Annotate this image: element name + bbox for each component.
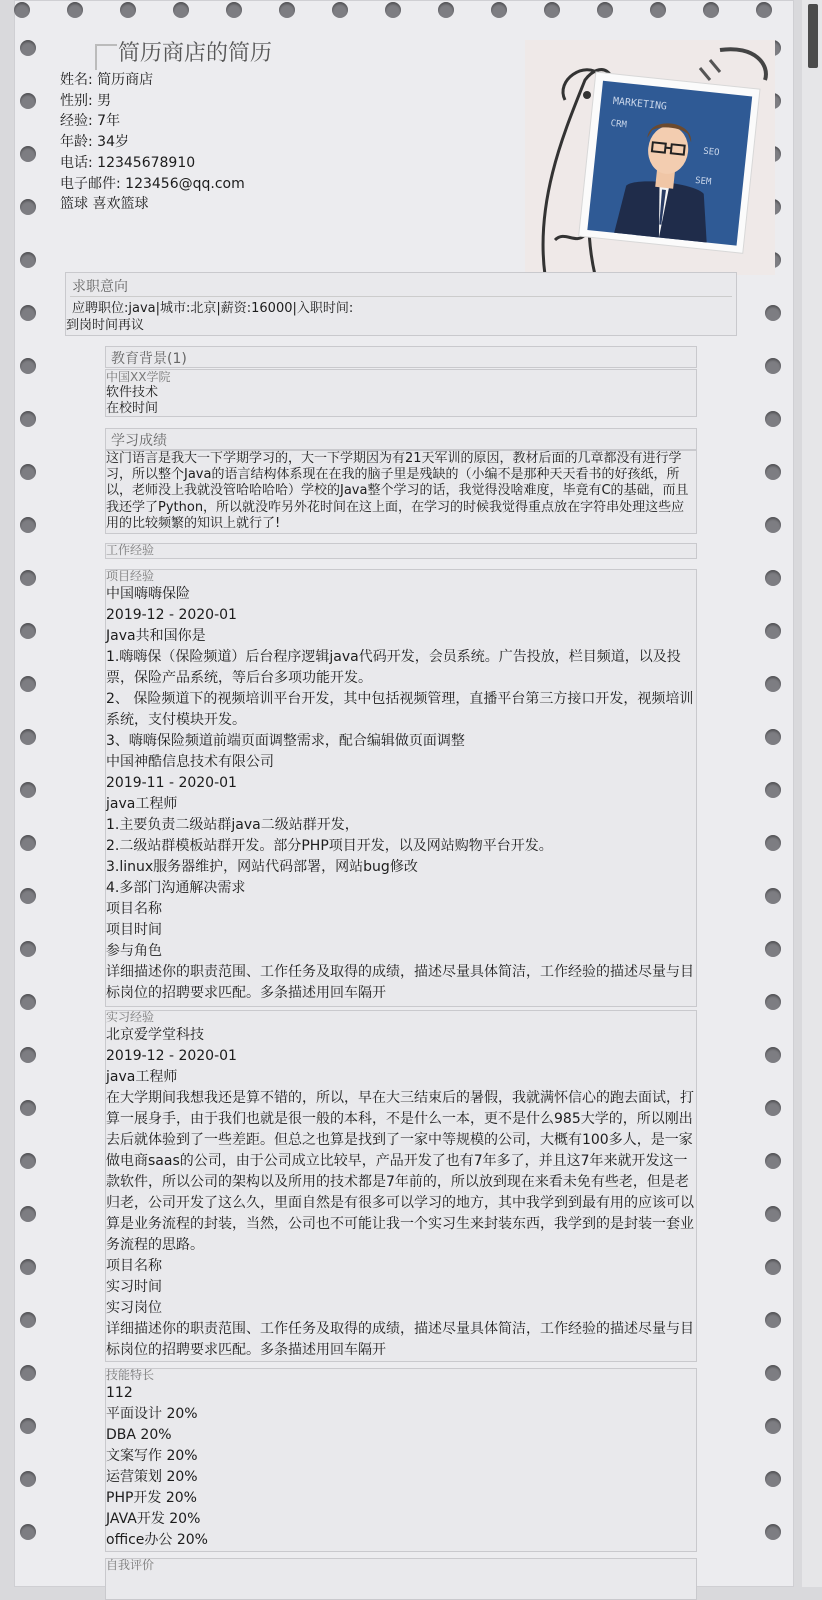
skill-line: 112 [106,1385,133,1401]
project-content [106,584,698,1004]
project-line: 参与角色 [106,943,162,959]
job-intent-line1: 应聘职位:java|城市:北京|薪资:16000|入职时间: [72,301,354,316]
education-time: 在校时间 [106,401,159,416]
internship-line: 详细描述你的职责范围、工作任务及取得的成绩，描述尽量具体简洁，工作经验的描述尽量与目标岗位的招聘要求匹配。多条描述用回车隔开 [106,1321,694,1358]
job-intent-line2: 到岗时间再议 [66,318,145,333]
skill-line: 平面设计 20% [106,1406,198,1422]
project-line: 项目名称 [106,901,162,917]
project-line: 2、 保险频道下的视频培训平台开发，其中包括视频管理，直播平台第三方接口开发，视频培训系统，支付模块开发。 [106,691,694,728]
work-title: 工作经验 [106,543,155,557]
internship-content [106,1025,698,1361]
svg-text:CRM: CRM [610,118,628,131]
internship-line: 实习岗位 [106,1300,162,1316]
internship-section [105,1010,697,1362]
project-line: 中国神酷信息技术有限公司 [106,754,274,770]
project-line: 1.嗨嗨保（保险频道）后台程序逻辑java代码开发，会员系统。广告投放，栏目频道，以及投票，保险产品系统，等后台多项功能开发。 [106,649,681,686]
internship-line: 项目名称 [106,1258,162,1274]
education-section [105,369,697,417]
job-intent-section [65,272,737,336]
scrollbar-thumb[interactable] [808,4,818,68]
project-line: 2.二级站群模板站群开发。部分PHP项目开发，以及网站购物平台开发。 [106,838,553,854]
study-title: 学习成绩 [111,433,167,449]
self-eval-title: 自我评价 [106,1558,155,1572]
skill-line: office办公 20% [106,1532,208,1548]
internship-line: 在大学期间我想我还是算不错的，所以，早在大三结束后的暑假，我就满怀信心的跑去面试，打算一展身手，由于我们也就是很一般的本科，不是什么一本，更不是什么985大学的，所以刚出去后就体验到了一些差距。但总之也算是找到了一家中等规模的公司，大概有100多人，是一家做电商saas的公司，由于公司成立比较早，产品开发了也有7年多了，并且这7年来就开发这一款软件，所以公司的架构以及所用的技术都是7年前的，所以放到现在来看未免有些老，但是老归老，公司开发了这么久，里面自然是有很多可以学习的地方，其中我学到到最有用的应该可以算是业务流程的封装，当然，公司也不可能让我一个实习生来封装东西，我学到的是封装一套业务流程的思路。 [106,1090,694,1253]
job-intent-title: 求职意向 [72,279,128,295]
project-line: java工程师 [106,796,178,812]
project-line: 项目时间 [106,922,162,938]
skill-line: JAVA开发 20% [106,1511,201,1527]
study-section [105,450,697,534]
work-section [105,543,697,559]
project-line: 详细描述你的职责范围、工作任务及取得的成绩，描述尽量具体简洁，工作经验的描述尽量与目标岗位的招聘要求匹配。多条描述用回车隔开 [106,964,694,1001]
skill-line: 运营策划 20% [106,1469,198,1485]
internship-line: 2019-12 - 2020-01 [106,1048,237,1064]
project-line: 2019-12 - 2020-01 [106,607,237,623]
info-name: 姓名: 简历商店 [60,72,154,88]
avatar [525,40,775,275]
project-line: 1.主要负责二级站群java二级站群开发， [106,817,359,833]
project-line: 3.linux服务器维护，网站代码部署，网站bug修改 [106,859,418,875]
project-line: 3、嗨嗨保险频道前端页面调整需求，配合编辑做页面调整 [106,733,465,749]
project-section [105,569,697,1007]
top-binding-holes [0,0,822,20]
info-experience: 经验: 7年 [60,113,121,130]
scrollbar[interactable] [802,0,822,1587]
self-eval-section [105,1558,697,1600]
study-text: 这门语言是我大一下学期学习的，大一下学期因为有21天军训的原因，教材后面的几章都没有进行学习，所以整个Java的语言结构体系现在在我的脑子里是残缺的（小编不是那种天天看书的好孩纸，所以，老师没上我就没管哈哈哈哈）学校的Java整个学习的话，我觉得没啥难度，毕竟有C的基础，而且我还学了Python，所以就没咋另外花时间在这上面，在学习的时候我觉得重点放在字符串处理这些应用的比较频繁的知识上就行了! [106,451,689,531]
education-header [105,346,697,368]
svg-text:MARKETING: MARKETING [612,95,668,113]
education-major: 软件技术 [106,385,159,400]
page-title: 简历商店的简历 [118,41,273,66]
project-title: 项目经验 [106,569,155,583]
info-phone: 电话: 12345678910 [60,154,196,171]
project-line: 4.多部门沟通解决需求 [106,880,246,896]
skill-line: PHP开发 20% [106,1490,197,1506]
study-header [105,428,697,450]
education-title: 教育背景(1) [111,351,187,367]
skill-line: 文案写作 20% [106,1448,198,1464]
skills-title: 技能特长 [106,1368,155,1382]
internship-line: 北京爱学堂科技 [106,1027,204,1043]
internship-line: java工程师 [106,1069,178,1085]
svg-text:SEM: SEM [694,175,712,188]
project-line: 2019-11 - 2020-01 [106,775,237,791]
title-bracket-decoration [95,44,117,70]
skill-line: DBA 20% [106,1427,172,1443]
internship-line: 实习时间 [106,1279,162,1295]
skills-section [105,1368,697,1552]
project-line: Java共和国你是 [106,628,206,644]
info-hobby: 篮球 喜欢篮球 [60,196,149,213]
education-school: 中国XX学院 [106,370,171,384]
skills-content [106,1383,208,1551]
basic-info [60,70,245,215]
svg-text:SEO: SEO [702,146,720,159]
info-gender: 性别: 男 [60,92,112,109]
info-age: 年龄: 34岁 [60,134,129,151]
project-line: 中国嗨嗨保险 [106,586,190,602]
info-email: 电子邮件: 123456@qq.com [60,175,245,192]
internship-title: 实习经验 [106,1010,155,1024]
